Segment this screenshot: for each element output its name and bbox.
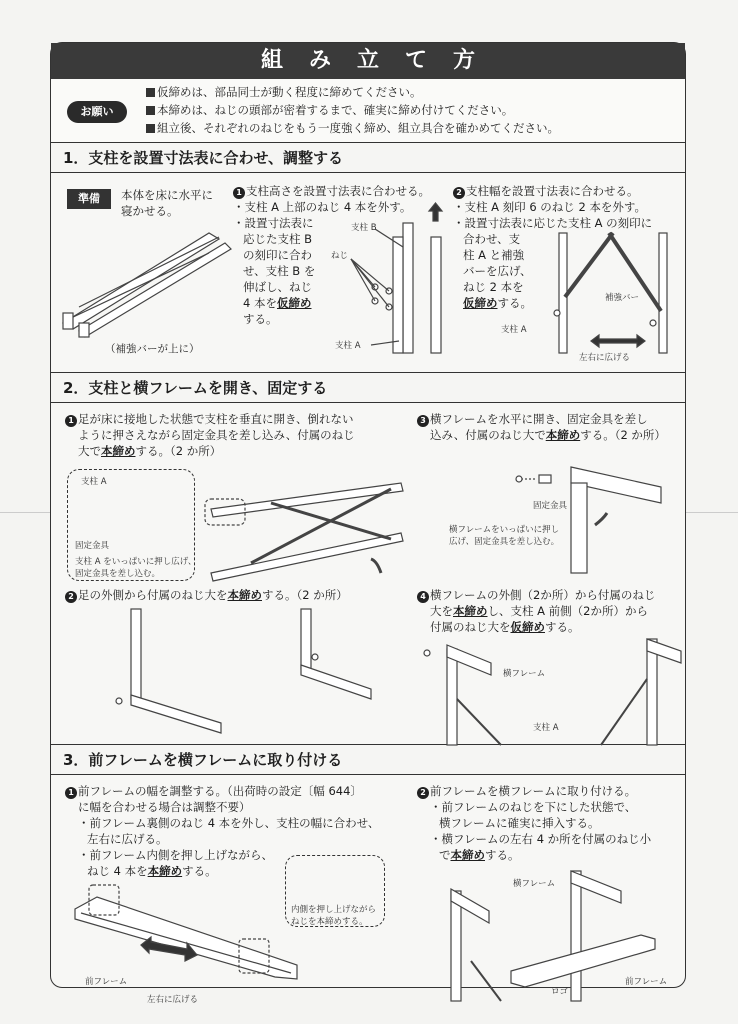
label-side-frame: 横フレーム [513,879,556,889]
callout-note-1: 支柱 A をいっぱいに押し広げ、 [75,557,197,567]
notice-badge: お願い [67,101,127,123]
prep-badge: 準備 [67,189,111,209]
step-number-icon: 4 [417,591,429,603]
callout-note-1: 内側を押し上げながら [291,905,377,915]
leg-fastening-illustration [111,609,371,739]
callout-note-2: ねじを本締めする。 [291,917,368,927]
s2-step2-text: 2 足の外側から付属のねじ大を本締めする。（2 か所） [65,587,348,603]
section-1-heading: 1．支柱を設置寸法表に合わせ、調整する [51,143,685,173]
label-screw: ねじ [331,251,349,261]
square-bullet-icon [146,106,155,115]
assembly-instructions-sheet [50,42,686,1005]
callout-note-1: 横フレームをいっぱいに押し [449,525,560,535]
label-pillar-b: 支柱 B [351,223,377,233]
step-number-icon: 2 [453,187,465,199]
step-number-icon: 2 [65,591,77,603]
pillar-height-illustration [331,217,441,357]
s3-step2-text: 2 前フレームを横フレームに取り付ける。 ・前フレームのねじを下にした状態で、 横フレームに確実に挿入する。 ・横フレームの左右 4 か所を付属のねじ小 で本締めする。 [417,783,651,863]
opening-stand-illustration [201,463,411,593]
page-title: 組み立て方 [51,43,685,79]
label-spread: 左右に広げる [147,995,199,1005]
label-pillar-a: 支柱 A [501,325,527,335]
s1-step1-text: 1 支柱高さを設置寸法表に合わせる。 ・支柱 A 上部のねじ 4 本を外す。 ・設置寸法表に 応じた支柱 B の刻印に合わ せ、支柱 B を 伸ばし、ねじ 4 本を仮締め する。 [233,184,430,326]
step-number-icon: 1 [233,187,245,199]
step-number-icon: 1 [65,787,77,799]
section-2-heading: 2．支柱と横フレームを開き、固定する [51,373,685,403]
folded-stand-illustration [59,223,224,338]
step-number-icon: 3 [417,415,429,427]
s2-step4-text: 4 横フレームの外側（2か所）から付属のねじ 大を本締めし、支柱 A 前側（2か所）から 付属のねじ大を仮締めする。 [417,587,655,635]
label-bracket: 固定金具 [533,501,568,511]
label-logo: ロゴ [551,987,569,997]
side-frame-bracket-illustration [511,463,671,573]
notice-line: 仮締めは、部品同士が動く程度に締めてください。 [146,83,559,101]
section-3-heading: 3．前フレームを横フレームに取り付ける [51,745,685,775]
notice-box [51,79,685,143]
front-frame-illustration [71,885,311,985]
prep-caption: （補強バーが上に） [105,343,200,355]
section-2-body [51,403,685,745]
label-bracket: 固定金具 [75,541,110,551]
notice-line: 本締めは、ねじの頭部が密着するまで、確実に締め付けてください。 [146,101,559,119]
callout-note-2: 広げ、固定金具を差し込む。 [449,537,560,547]
step-number-icon: 2 [417,787,429,799]
step-number-icon: 1 [65,415,77,427]
notice-line: 組立後、それぞれのねじをもう一度強く締め、組立具合を確かめてください。 [146,119,559,137]
s2-step3-text: 3 横フレームを水平に開き、固定金具を差し 込み、付属のねじ大で本締めする。（2 か所） [417,411,666,443]
s3-step1-text: 1 前フレームの幅を調整する。（出荷時の設定〔幅 644〕 に幅を合わせる場合は調整不要） ・前フレーム裏側のねじ 4 本を外し、支柱の幅に合わせ、 左右に広げる。 ・前フレーム内側を押し上げながら、 ねじ 4 本を本締めする。 [65,783,379,879]
label-pillar-a: 支柱 A [81,477,107,487]
s2-step1-text: 1 足が床に接地した状態で支柱を垂直に開き、倒れない ように押さえながら固定金具を差し込み、付属のねじ 大で本締めする。（2 か所） [65,411,355,459]
callout-note-2: 固定金具を差し込む。 [75,569,161,579]
label-front-frame: 前フレーム [625,977,668,987]
square-bullet-icon [146,124,155,133]
notice-lines [146,83,559,137]
label-side-frame: 横フレーム [503,669,546,679]
label-spread: 左右に広げる [579,353,631,363]
section-1-body [51,173,685,373]
s1-step2-text: 2 支柱幅を設置寸法表に合わせる。 ・支柱 A 刻印 6 のねじ 2 本を外す。 ・設置寸法表に応じた支柱 A の刻印に 合わせ、支 柱 A と補強 バーを広げ、 ねじ 2 本を 仮締めする。 [453,184,653,310]
square-bullet-icon [146,88,155,97]
label-pillar-a: 支柱 A [335,341,361,351]
label-brace-bar: 補強バー [605,293,640,303]
section-3-body [51,775,685,1005]
prep-text: 本体を床に水平に 寝かせる。 [121,188,213,218]
label-pillar-a: 支柱 A [533,723,559,733]
label-front-frame: 前フレーム [85,977,128,987]
